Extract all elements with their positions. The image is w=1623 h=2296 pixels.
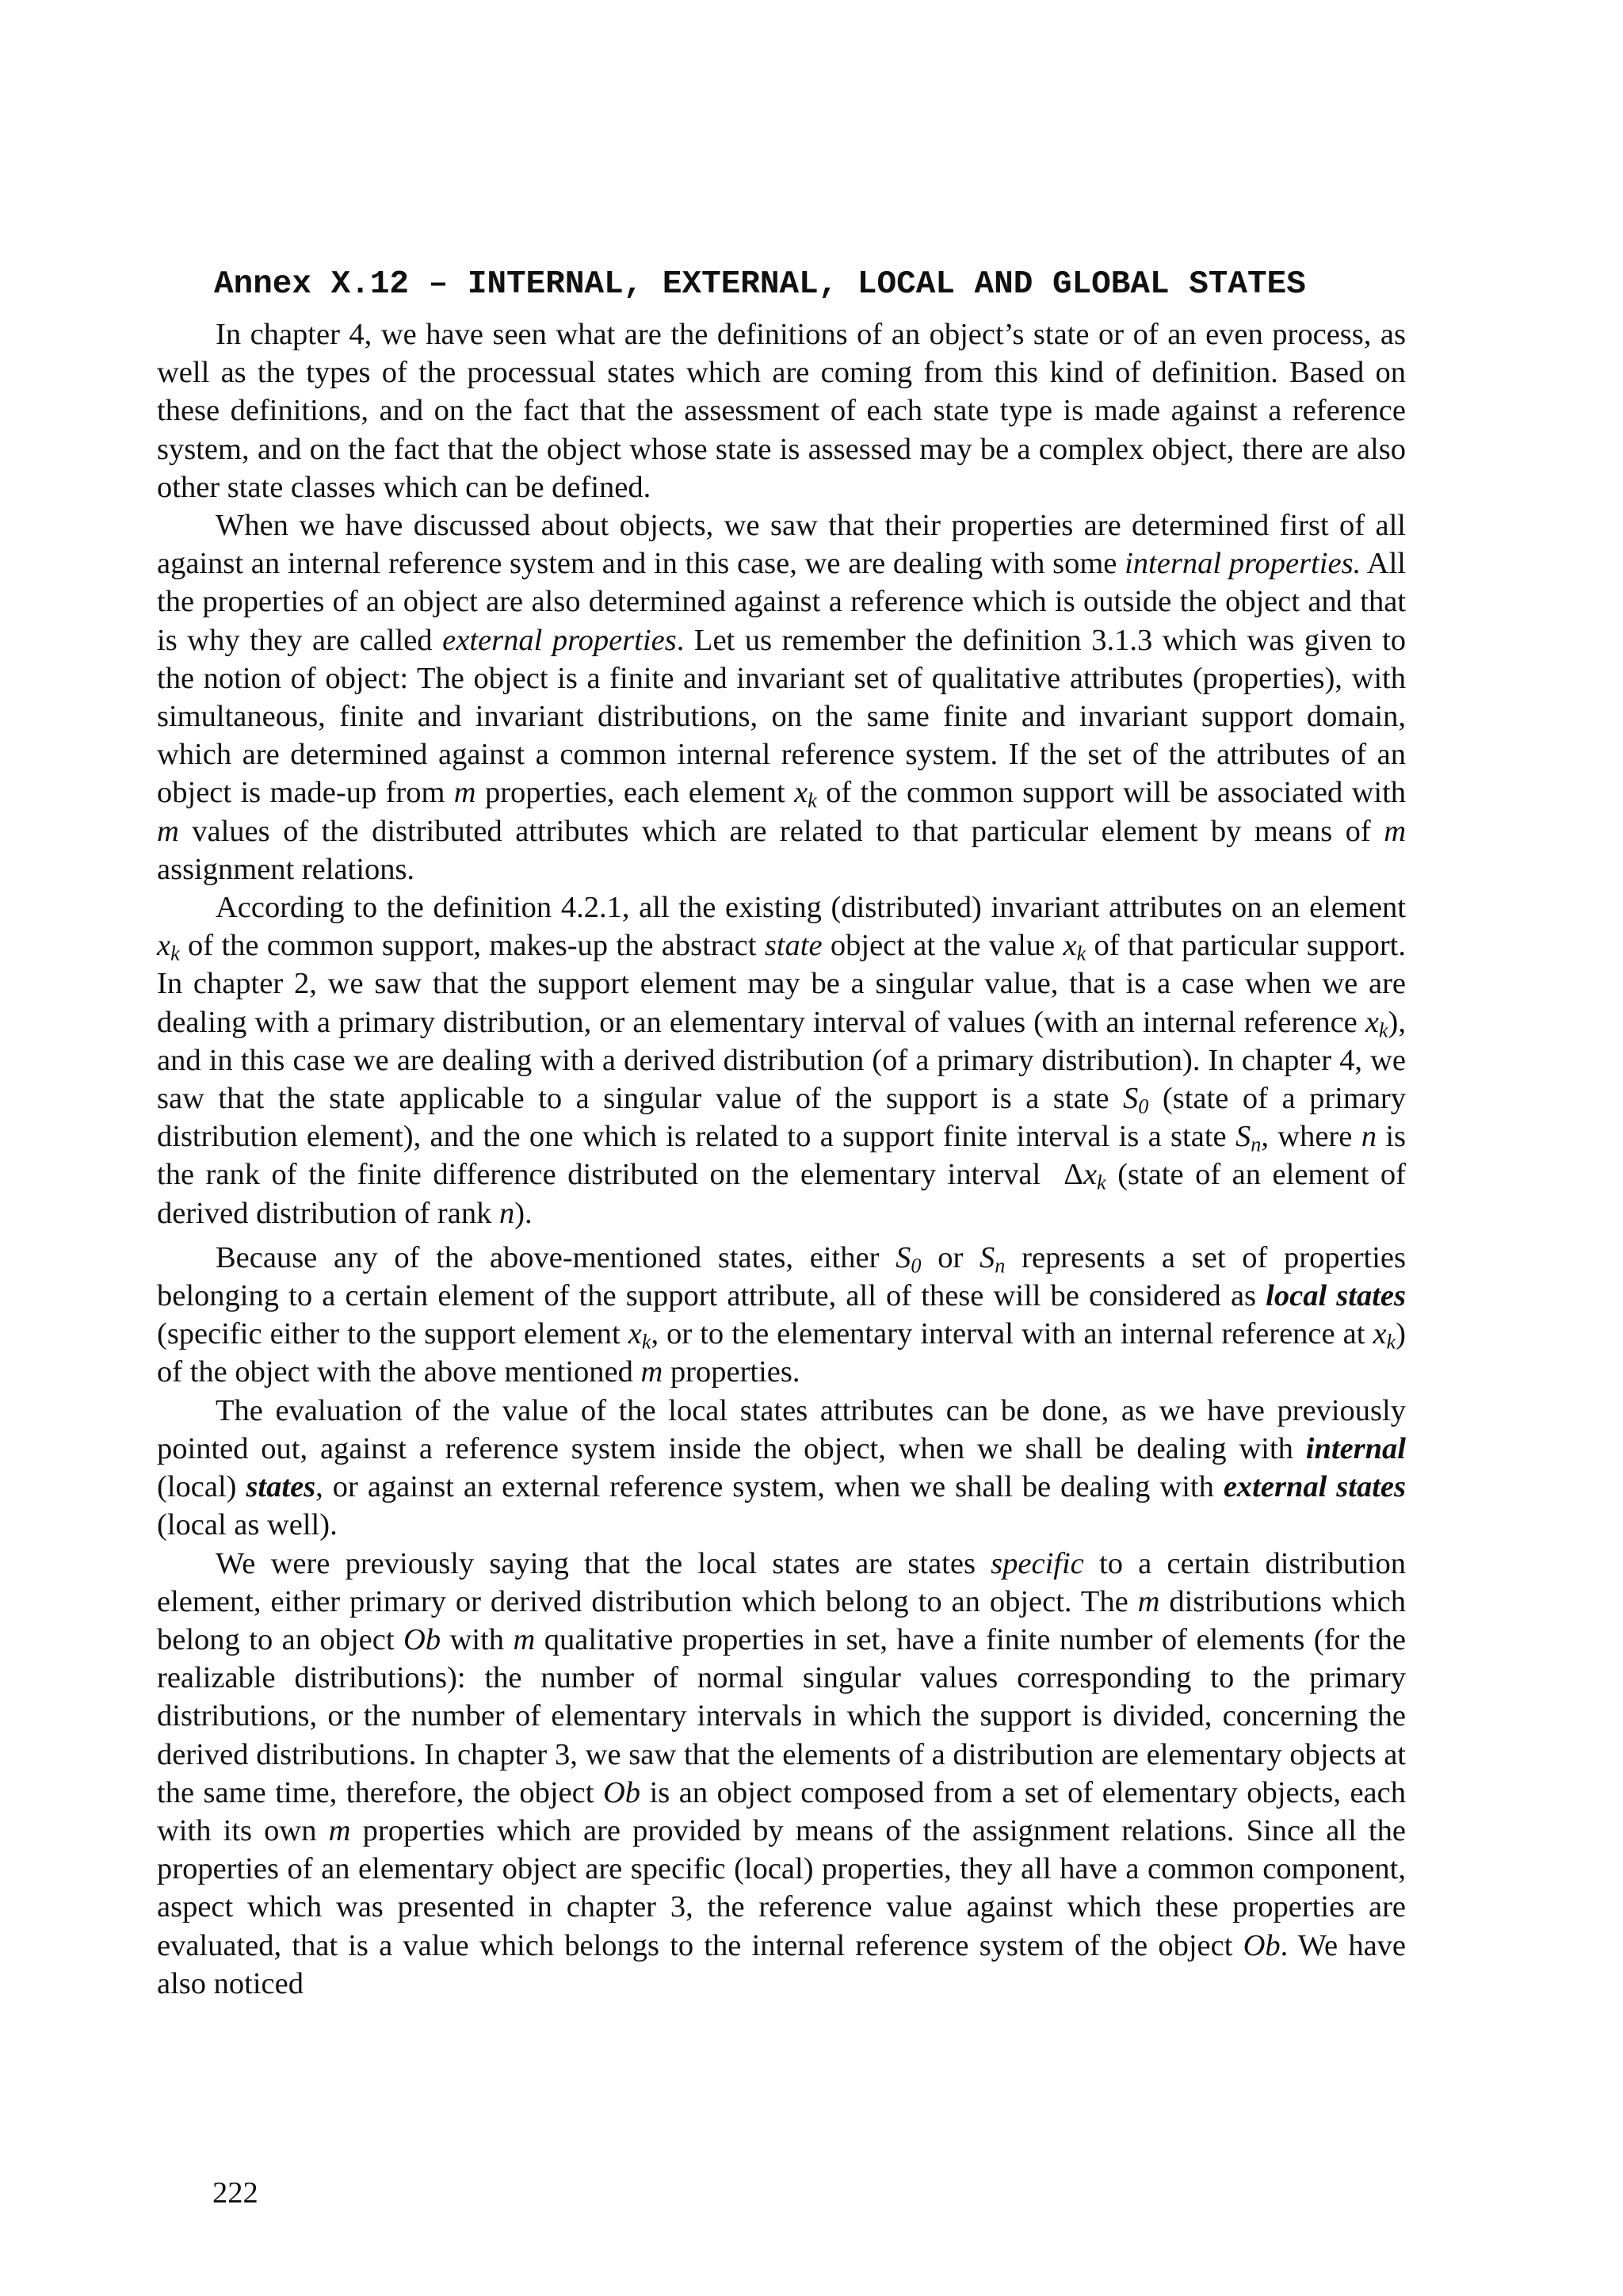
annex-heading: Annex X.12 – INTERNAL, EXTERNAL, LOCAL AND GLOBAL STATES <box>214 266 1306 303</box>
paragraph: In chapter 4, we have seen what are the definitions of an object’s state or of an even process, as well as the types of the processual states which are coming from this kind of definition. Based on these definitions, and on the fact that the assessment of each state type is made against a reference system, and on the fact that the object whose state is assessed may be a complex object, there are also other state classes which can be defined. <box>157 318 1406 504</box>
page-number: 222 <box>212 2176 258 2210</box>
body-text <box>157 315 1406 2003</box>
paragraph: We were previously saying that the local states are states specific to a certain distribution element, either primary or derived distribution which belong to an object. The m distributions which belong to an object Ob with m qualitative properties in set, have a finite number of elements (for the realizable distributions): the number of normal singular values corresponding to the primary distributions, or the number of elementary intervals in which the support is divided, concerning the derived distributions. In chapter 3, we saw that the elements of a distribution are elementary objects at the same time, therefore, the object Ob is an object composed from a set of elementary objects, each with its own m properties which are provided by means of the assignment relations. Since all the properties of an elementary object are specific (local) properties, they all have a common component, aspect which was presented in chapter 3, the reference value against which these properties are evaluated, that is a value which belongs to the internal reference system of the object Ob. We have also noticed <box>157 1546 1406 2000</box>
paragraph: According to the definition 4.2.1, all the existing (distributed) invariant attributes on an element $x_k$ of the common support, makes-up the abstract state object at the value $x_k$ of that particular support. In chapter 2, we saw that the support element may be a singular value, that is a case when we are dealing with a primary distribution, or an elementary interval of values (with an internal reference $x_k$), and in this case we are dealing with a derived distribution (of a primary distribution). In chapter 4, we saw that the state applicable to a singular value of the support is a state $S_0$ (state of a primary distribution element), and the one which is related to a support finite interval is a state $S_n$, where n is the rank of the finite difference distributed on the elementary interval $\Delta x_k$ (state of an element of derived distribution of rank n). <box>157 891 1407 1230</box>
paragraph: Because any of the above-mentioned states, either $S_0$ or $S_n$ represents a set of properties belonging to a certain element of the support attribute, all of these will be considered as local states (specific either to the support element $x_k$, or to the elementary interval with an internal reference at $x_k$) of the object with the above mentioned m properties. <box>157 1240 1406 1389</box>
page-body <box>157 263 1406 2003</box>
paragraph: The evaluation of the value of the local states attributes can be done, as we have previously pointed out, against a reference system inside the object, when we shall be dealing with internal (local) states, or against an external reference system, when we shall be dealing with external states (local as well). <box>157 1393 1406 1542</box>
paragraph: When we have discussed about objects, we saw that their properties are determined first of all against an internal reference system and in this case, we are dealing with some internal properties. All the properties of an object are also determined against a reference which is outside the object and that is why they are called external properties. Let us remember the definition 3.1.3 which was given to the notion of object: The object is a finite and invariant set of qualitative attributes (properties), with simultaneous, finite and invariant distributions, on the same finite and invariant support domain, which are determined against a common internal reference system. If the set of the attributes of an object is made-up from m properties, each element $x_k$ of the common support will be associated with m values of the distributed attributes which are related to that particular element by means of m assignment relations. <box>157 509 1407 886</box>
